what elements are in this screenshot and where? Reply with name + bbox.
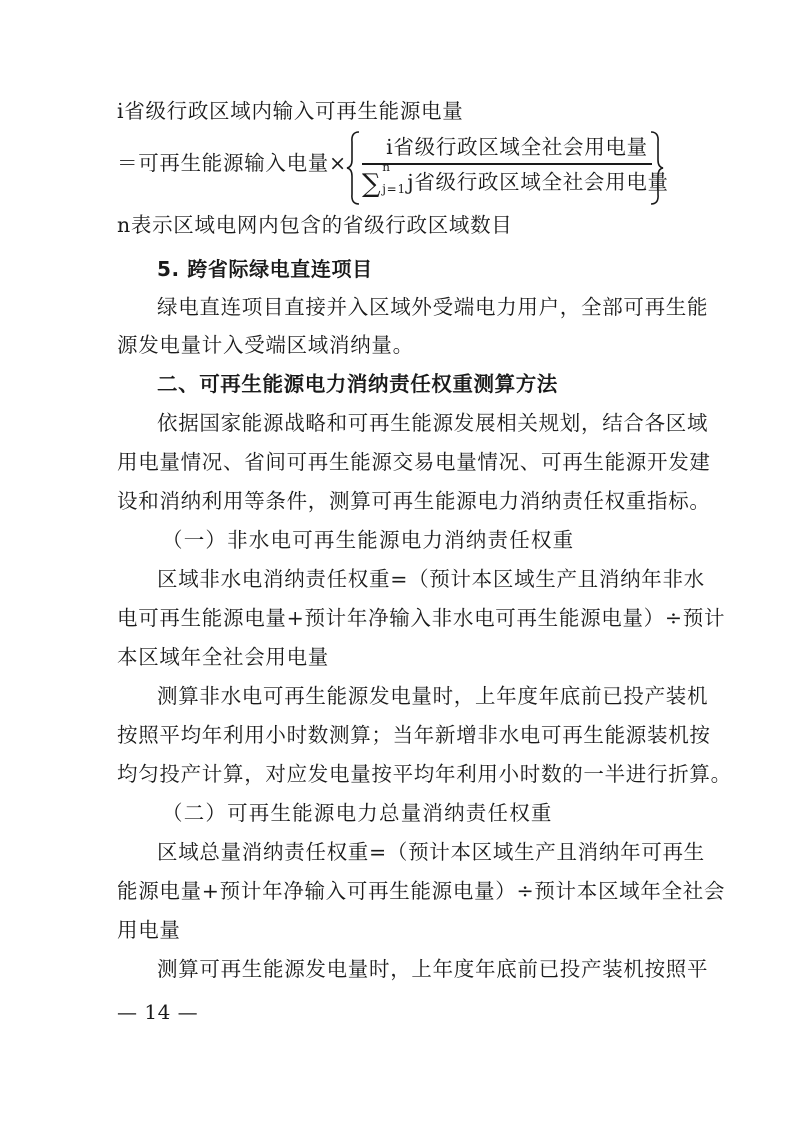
sub1-formula-line: 区域非水电消纳责任权重=（预计本区域生产且消纳年非水 <box>157 567 705 591</box>
sub1-formula-line: 本区域年全社会用电量 <box>117 645 329 669</box>
section5-title: 5. 跨省际绿电直连项目 <box>157 257 373 281</box>
sum-icon: ∑ <box>362 168 382 199</box>
right-brace-icon <box>649 130 665 206</box>
fraction-numerator: i省级行政区域全社会用电量 <box>386 135 648 159</box>
sub1-para-line: 测算非水电可再生能源发电量时，上年度年底前已投产装机 <box>157 684 709 708</box>
section5-para-line: 绿电直连项目直接并入区域外受端电力用户，全部可再生能 <box>157 295 709 319</box>
sum-limits <box>381 159 407 196</box>
sub1-para-line: 均匀投产计算，对应发电量按平均年利用小时数的一半进行折算。 <box>117 762 732 786</box>
page-number: — 14 — <box>117 1000 199 1024</box>
sub2-para-line: 测算可再生能源发电量时，上年度年底前已投产装机按照平 <box>157 957 709 981</box>
section2-para-line: 依据国家能源战略和可再生能源发展相关规划，结合各区域 <box>157 411 709 435</box>
fraction-denominator <box>362 159 669 199</box>
sub2-formula-line: 区域总量消纳责任权重=（预计本区域生产且消纳年可再生 <box>157 840 705 864</box>
section2-heading: 二、可再生能源电力消纳责任权重测算方法 <box>157 372 558 396</box>
section5-para-line: 源发电量计入受端区域消纳量。 <box>117 333 414 357</box>
sub2-heading: （二）可再生能源电力总量消纳责任权重 <box>162 801 553 825</box>
section2-para-line: 设和消纳利用等条件，测算可再生能源电力消纳责任权重指标。 <box>117 489 711 513</box>
sub1-formula-line: 电可再生能源电量+预计年净输入非水电可再生能源电量）÷预计 <box>117 606 726 630</box>
sum-upper: n <box>382 159 391 174</box>
formula-label: i省级行政区域内输入可再生能源电量 <box>117 99 464 123</box>
sub2-formula-line: 能源电量+预计年净输入可再生能源电量）÷预计本区域年全社会 <box>117 879 726 903</box>
left-brace-icon <box>345 130 361 206</box>
formula-lhs: ＝可再生能源输入电量× <box>117 151 347 175</box>
sub2-formula-line: 用电量 <box>117 918 181 942</box>
fraction-bar <box>362 163 652 165</box>
formula-fraction <box>362 134 669 199</box>
denominator-text: j省级行政区域全社会用电量 <box>407 169 669 194</box>
sub1-para-line: 按照平均年利用小时数测算；当年新增非水电可再生能源装机按 <box>117 723 711 747</box>
allocation-formula <box>117 128 677 208</box>
sub1-heading: （一）非水电可再生能源电力消纳责任权重 <box>162 528 575 552</box>
section2-para-line: 用电量情况、省间可再生能源交易电量情况、可再生能源开发建 <box>117 450 711 474</box>
sum-lower: j=1 <box>382 181 406 196</box>
formula-note: n表示区域电网内包含的省级行政区域数目 <box>117 213 513 237</box>
